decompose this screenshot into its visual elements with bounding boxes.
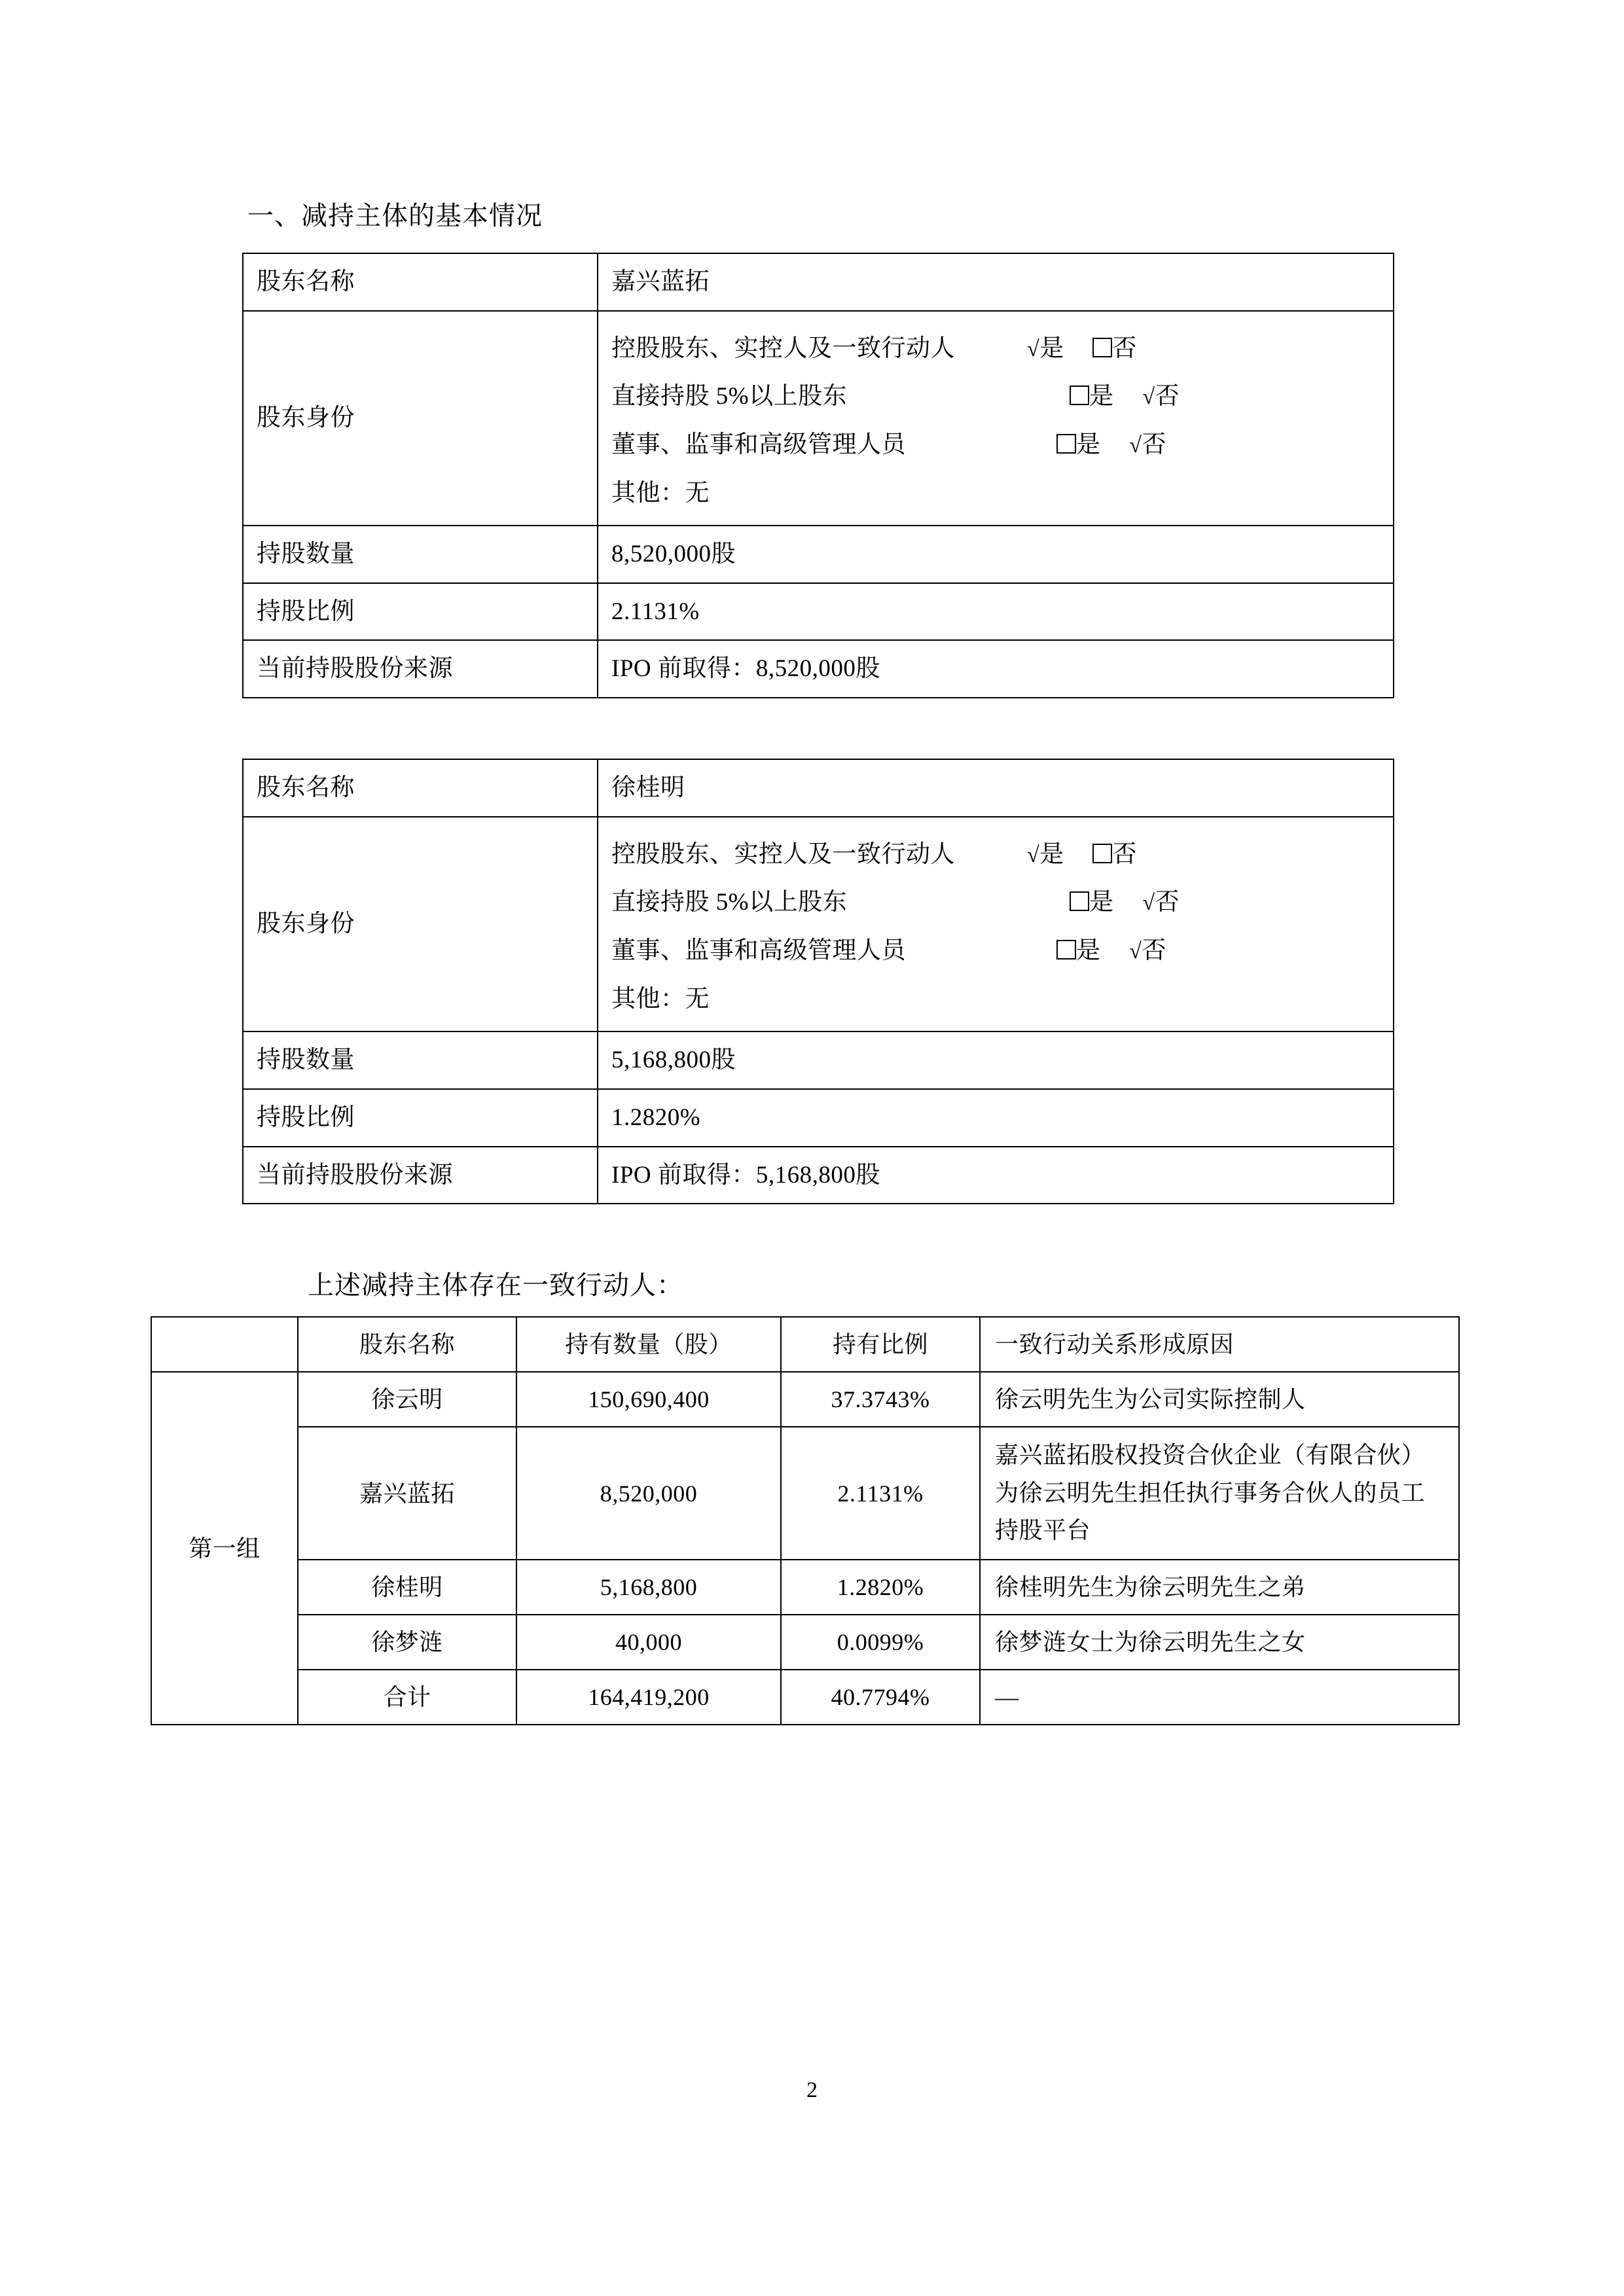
identity-option-text: 董事、监事和高级管理人员	[611, 431, 906, 458]
identity-option-row	[611, 933, 1380, 969]
party-qty: 8,520,000	[516, 1427, 781, 1560]
shareholder-name-value: 嘉兴蓝拓	[598, 253, 1394, 311]
holder-table-1	[242, 253, 1394, 698]
party-qty: 150,690,400	[516, 1372, 781, 1427]
check-icon: √	[1142, 385, 1155, 410]
table-row	[243, 759, 1394, 817]
identity-yes-label: 是	[1039, 840, 1064, 868]
holding-qty-label: 持股数量	[243, 1031, 598, 1089]
identity-yes-choice[interactable]	[1027, 837, 1064, 872]
party-reason-total: —	[980, 1670, 1459, 1725]
identity-yes-label: 是	[1089, 383, 1114, 410]
party-reason: 徐云明先生为公司实际控制人	[980, 1372, 1459, 1427]
identity-no-label: 否	[1155, 889, 1180, 916]
column-header-reason: 一致行动关系形成原因	[980, 1317, 1459, 1372]
checkbox-icon	[1056, 434, 1076, 454]
holding-ratio-value: 2.1131%	[598, 583, 1394, 641]
identity-no-label: 否	[1142, 937, 1166, 965]
holding-qty-label: 持股数量	[243, 526, 598, 583]
table-row	[243, 311, 1394, 526]
party-pct: 37.3743%	[781, 1372, 980, 1427]
identity-yes-choice[interactable]	[1056, 933, 1101, 969]
checkbox-icon	[1056, 940, 1076, 960]
identity-option-text: 直接持股 5%以上股东	[611, 889, 848, 916]
identity-yes-label: 是	[1076, 937, 1101, 965]
identity-no-label: 否	[1142, 431, 1166, 458]
table-row	[151, 1372, 1459, 1427]
section-title: 一、减持主体的基本情况	[247, 201, 543, 230]
holding-ratio-label: 持股比例	[243, 583, 598, 641]
identity-option-row	[611, 885, 1380, 920]
identity-yes-label: 是	[1076, 431, 1101, 458]
party-reason: 徐桂明先生为徐云明先生之弟	[980, 1560, 1459, 1615]
party-name: 徐桂明	[298, 1560, 516, 1615]
identity-other-row: 其他：无	[611, 479, 710, 507]
party-pct: 2.1131%	[781, 1427, 980, 1560]
identity-yes-label: 是	[1039, 334, 1064, 362]
identity-option-row	[611, 379, 1380, 414]
table-row	[243, 1031, 1394, 1089]
identity-choice-group	[1027, 837, 1137, 872]
holding-ratio-label: 持股比例	[243, 1089, 598, 1147]
share-source-value: IPO 前取得：5,168,800股	[598, 1147, 1394, 1204]
identity-choice-group	[1070, 379, 1180, 414]
share-source-label: 当前持股股份来源	[243, 640, 598, 698]
table-row	[243, 1147, 1394, 1204]
concert-party-title: 上述减持主体存在一致行动人：	[308, 1270, 683, 1300]
holding-qty-value: 8,520,000股	[598, 526, 1394, 583]
table-row	[243, 526, 1394, 583]
identity-no-choice[interactable]	[1092, 331, 1137, 367]
shareholder-identity-label: 股东身份	[243, 311, 598, 526]
identity-option-text: 直接持股 5%以上股东	[611, 383, 848, 410]
party-name-total: 合计	[298, 1670, 516, 1725]
group-label-cell: 第一组	[151, 1372, 298, 1725]
identity-no-choice[interactable]	[1129, 933, 1166, 969]
shareholder-identity-label: 股东身份	[243, 817, 598, 1032]
table-row	[243, 817, 1394, 1032]
page-content	[189, 196, 1426, 1725]
identity-no-choice[interactable]	[1129, 427, 1166, 463]
identity-no-choice[interactable]	[1092, 837, 1137, 872]
column-header-qty: 持有数量（股）	[516, 1317, 781, 1372]
identity-option-row	[611, 427, 1380, 463]
column-header-pct: 持有比例	[781, 1317, 980, 1372]
identity-option-row	[611, 837, 1380, 872]
identity-no-choice[interactable]	[1142, 885, 1180, 920]
holding-qty-value: 5,168,800股	[598, 1031, 1394, 1089]
check-icon: √	[1027, 842, 1040, 867]
holder-table-2	[242, 759, 1394, 1204]
page-number: 2	[806, 2078, 818, 2102]
table-row	[151, 1615, 1459, 1670]
identity-yes-choice[interactable]	[1070, 885, 1114, 920]
party-pct: 0.0099%	[781, 1615, 980, 1670]
identity-yes-label: 是	[1089, 889, 1114, 916]
identity-choice-group	[1056, 933, 1166, 969]
concert-party-table	[151, 1316, 1460, 1725]
identity-yes-choice[interactable]	[1056, 427, 1101, 463]
column-header-group	[151, 1317, 298, 1372]
party-reason: 嘉兴蓝拓股权投资合伙企业（有限合伙）为徐云明先生担任执行事务合伙人的员工持股平台	[980, 1427, 1459, 1560]
table-row	[243, 640, 1394, 698]
check-icon: √	[1129, 433, 1142, 457]
checkbox-icon	[1092, 844, 1112, 863]
identity-no-label: 否	[1112, 840, 1137, 868]
table-header-row	[151, 1317, 1459, 1372]
party-reason: 徐梦涟女士为徐云明先生之女	[980, 1615, 1459, 1670]
checkbox-icon	[1070, 386, 1089, 405]
share-source-value: IPO 前取得：8,520,000股	[598, 640, 1394, 698]
identity-no-choice[interactable]	[1142, 379, 1180, 414]
checkbox-icon	[1092, 338, 1112, 357]
identity-no-label: 否	[1155, 383, 1180, 410]
identity-option-row	[611, 331, 1380, 367]
check-icon: √	[1142, 891, 1155, 916]
party-name: 徐云明	[298, 1372, 516, 1427]
shareholder-name-label: 股东名称	[243, 253, 598, 311]
table-row	[151, 1427, 1459, 1560]
identity-choice-group	[1070, 885, 1180, 920]
identity-option-text: 控股股东、实控人及一致行动人	[611, 840, 955, 868]
shareholder-identity-value	[598, 817, 1394, 1032]
checkbox-icon	[1070, 891, 1089, 911]
party-qty-total: 164,419,200	[516, 1670, 781, 1725]
table-row	[243, 583, 1394, 641]
identity-option-text: 董事、监事和高级管理人员	[611, 937, 906, 965]
shareholder-identity-value	[598, 311, 1394, 526]
table-row	[243, 1089, 1394, 1147]
identity-other-row: 其他：无	[611, 985, 710, 1013]
shareholder-name-value: 徐桂明	[598, 759, 1394, 817]
identity-no-label: 否	[1112, 334, 1137, 362]
table-row	[151, 1560, 1459, 1615]
share-source-label: 当前持股股份来源	[243, 1147, 598, 1204]
party-name: 徐梦涟	[298, 1615, 516, 1670]
party-pct-total: 40.7794%	[781, 1670, 980, 1725]
table-row	[243, 253, 1394, 311]
identity-choice-group	[1027, 331, 1137, 367]
identity-yes-choice[interactable]	[1027, 331, 1064, 367]
check-icon: √	[1129, 939, 1142, 964]
identity-yes-choice[interactable]	[1070, 379, 1114, 414]
column-header-name: 股东名称	[298, 1317, 516, 1372]
party-qty: 40,000	[516, 1615, 781, 1670]
party-name: 嘉兴蓝拓	[298, 1427, 516, 1560]
party-pct: 1.2820%	[781, 1560, 980, 1615]
party-qty: 5,168,800	[516, 1560, 781, 1615]
shareholder-name-label: 股东名称	[243, 759, 598, 817]
holding-ratio-value: 1.2820%	[598, 1089, 1394, 1147]
identity-choice-group	[1056, 427, 1166, 463]
check-icon: √	[1027, 336, 1040, 361]
identity-option-text: 控股股东、实控人及一致行动人	[611, 334, 955, 362]
table-row	[151, 1670, 1459, 1725]
